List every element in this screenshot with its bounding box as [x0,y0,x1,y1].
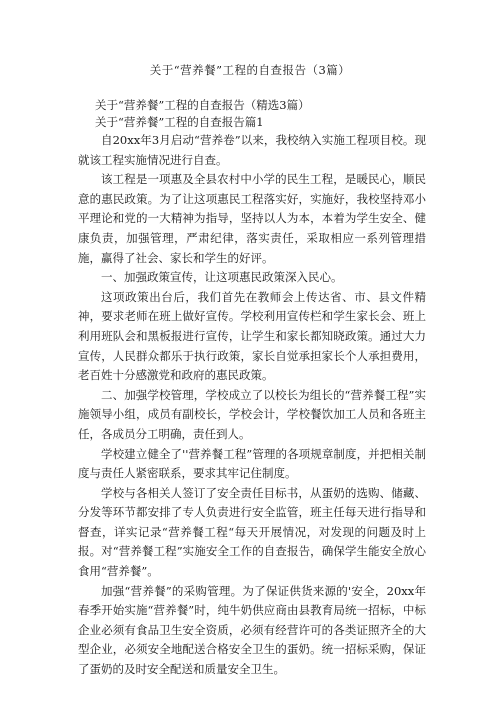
paragraph: 学校与各相关人签订了安全责任目标书，从蛋奶的选购、储藏、分发等环节都安排了专人负责进行安全监管，班主任每天进行指导和督查，详实记录“营养餐工程“每天开展情况，对发现的问题及时上报。对“营养餐工程”实施安全工作的自查报告，确保学生能安全放心食用“营养餐”。 [78,485,426,579]
paragraph: 二、加强学校管理，学校成立了以校长为组长的“营养餐工程”实施领导小组，成员有副校长，学校会计，学校餐饮加工人员和各班主任，各成员分工明确，责任到人。 [78,387,426,441]
heading-article-1: 关于“营养餐”工程的自查报告篇1 [95,115,264,129]
paragraph: 学校建立健全了''营养餐工程”管理的各项规章制度，并把相关制度与责任人紧密联系，要求其牢记住制度。 [78,446,426,481]
paragraph: 加强“营养餐”的采购管理。为了保证供货来源的'安全，20xx年春季开始实施“营养餐”时，纯牛奶供应商由县教育局统一招标，中标企业必须有食品卫生安全资质，必须有经营许可的各类证照齐全的大型企业，必须安全地配送合格安全卫生的蛋奶。统一招标采购，保证了蛋奶的及时安全配送和质量安全卫生。 [78,583,426,677]
paragraph: 自20xx年3月启动“营养卷”以来，我校纳入实施工程项目校。现就该工程实施情况进行自查。 [78,133,426,167]
paragraph: 该工程是一项惠及全县农村中小学的民生工程，是暖民心，顺民意的惠民政策。为了让这项惠民工程落实好，实施好，我校坚持邓小平理论和党的一大精神为指导，坚持以人为本，本着为学生安全、健康负责，加强管理，严肃纪律，落实责任，采取相应一系列管理措施，赢得了社会、家长和学生的好评。 [78,172,426,265]
heading-collection: 关于“营养餐”工程的自查报告（精选3篇） [95,98,310,112]
paragraph: 这项政策出台后，我们首先在教师会上传达省、市、县文件精神，要求老师在班上做好宣传。学校利用宣传栏和学生家长会、班上利用班队会和黑板报进行宣传，让学生和家长都知晓政策。通过大力宣传，人民群众都乐于执行政策，家长自觉承担家长个人承担费用，老百姓十分感激党和政府的惠民政策。 [78,289,426,383]
section-heading: 一、加强政策宣传，让这项惠民政策深入民心。 [101,270,343,285]
document-body [78,131,426,680]
document-title: 关于“营养餐”工程的自查报告（3篇） [149,63,351,77]
